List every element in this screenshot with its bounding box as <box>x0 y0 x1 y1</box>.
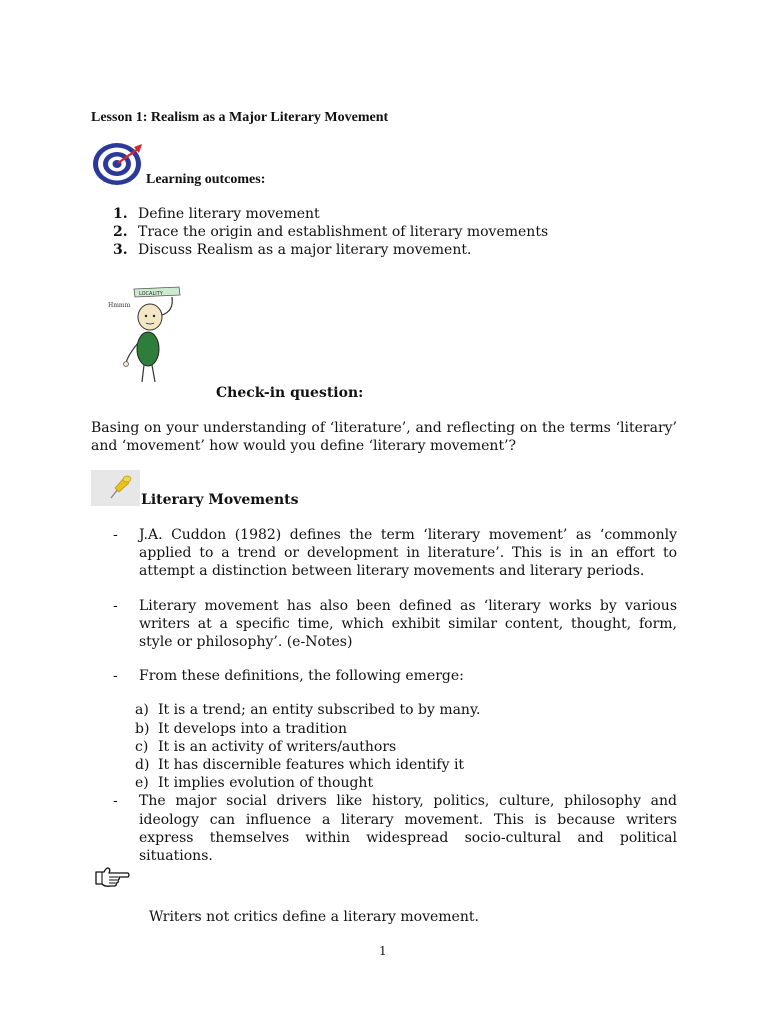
item-letter: b) <box>135 720 150 737</box>
item-text: It is a trend; an entity subscribed to by many. <box>158 702 481 719</box>
item-letter: e) <box>135 775 149 792</box>
list-item <box>135 720 677 738</box>
lesson-title: Lesson 1: Realism as a Major Literary Movement <box>91 110 389 125</box>
list-item <box>110 792 677 865</box>
outcome-number: 2. <box>113 224 128 240</box>
outcome-text: Discuss Realism as a major literary movement. <box>138 242 472 258</box>
bullet-dash: - <box>113 668 118 685</box>
item-text: It develops into a tradition <box>158 720 347 737</box>
item-letter: c) <box>135 738 149 755</box>
outcome-item <box>110 205 548 223</box>
bullet-dash: - <box>113 793 118 810</box>
bullet-text: J.A. Cuddon (1982) defines the term ‘literary movement’ as ‘commonly applied to a trend or development in literature’. This is in an effort to attempt a distinction between literary movements and literary periods. <box>139 527 677 580</box>
bullet-text: Literary movement has also been defined as ‘literary works by various writers at a specific time, which exhibit similar content, thought, form, style or philosophy’. (e-Notes) <box>139 597 677 651</box>
outcome-number: 3. <box>113 242 128 258</box>
item-letter: d) <box>135 757 150 774</box>
checkin-heading: Check-in question: <box>216 385 364 401</box>
outcome-number: 1. <box>113 206 128 222</box>
bullet-text: From these definitions, the following emerge: <box>139 668 464 685</box>
thought-text: Hmmm <box>108 302 131 309</box>
page-number: 1 <box>379 944 387 958</box>
list-item <box>110 526 677 581</box>
target-icon <box>92 141 146 187</box>
pointing-hand-icon <box>93 864 131 890</box>
list-item <box>135 738 677 756</box>
emerge-list <box>135 701 677 792</box>
outcome-text: Define literary movement <box>138 206 320 222</box>
outcome-text: Trace the origin and establishment of literary movements <box>138 224 549 240</box>
list-item <box>135 774 677 792</box>
outcomes-list <box>110 205 548 259</box>
note-text: Writers not critics define a literary movement. <box>149 909 479 925</box>
bullet-dash: - <box>113 597 118 614</box>
checkin-question: Basing on your understanding of ‘literature’, and reflecting on the terms ‘literary’ and ‘movement’ how would you define ‘literary movement’? <box>91 420 677 454</box>
outcomes-heading: Learning outcomes: <box>146 172 266 187</box>
sign-text: LOCALITY <box>139 291 163 297</box>
outcome-item <box>110 241 548 259</box>
thinking-figure <box>104 285 186 385</box>
section-heading: Literary Movements <box>141 492 299 508</box>
outcome-item <box>110 223 548 241</box>
bullet-dash: - <box>113 527 118 543</box>
bullet-list <box>110 526 677 865</box>
item-text: It has discernible features which identify it <box>158 757 465 774</box>
pushpin-icon <box>91 470 140 506</box>
bullet-text: The major social drivers like history, politics, culture, philosophy and ideology can influence a literary movement. This is because writers express themselves within widespread socio-cultural and political situations. <box>139 793 677 865</box>
item-text: It implies evolution of thought <box>158 775 374 792</box>
list-item <box>135 701 677 719</box>
item-letter: a) <box>135 702 149 719</box>
list-item <box>110 667 677 685</box>
list-item <box>110 597 677 652</box>
list-item <box>135 756 677 774</box>
item-text: It is an activity of writers/authors <box>158 738 397 755</box>
